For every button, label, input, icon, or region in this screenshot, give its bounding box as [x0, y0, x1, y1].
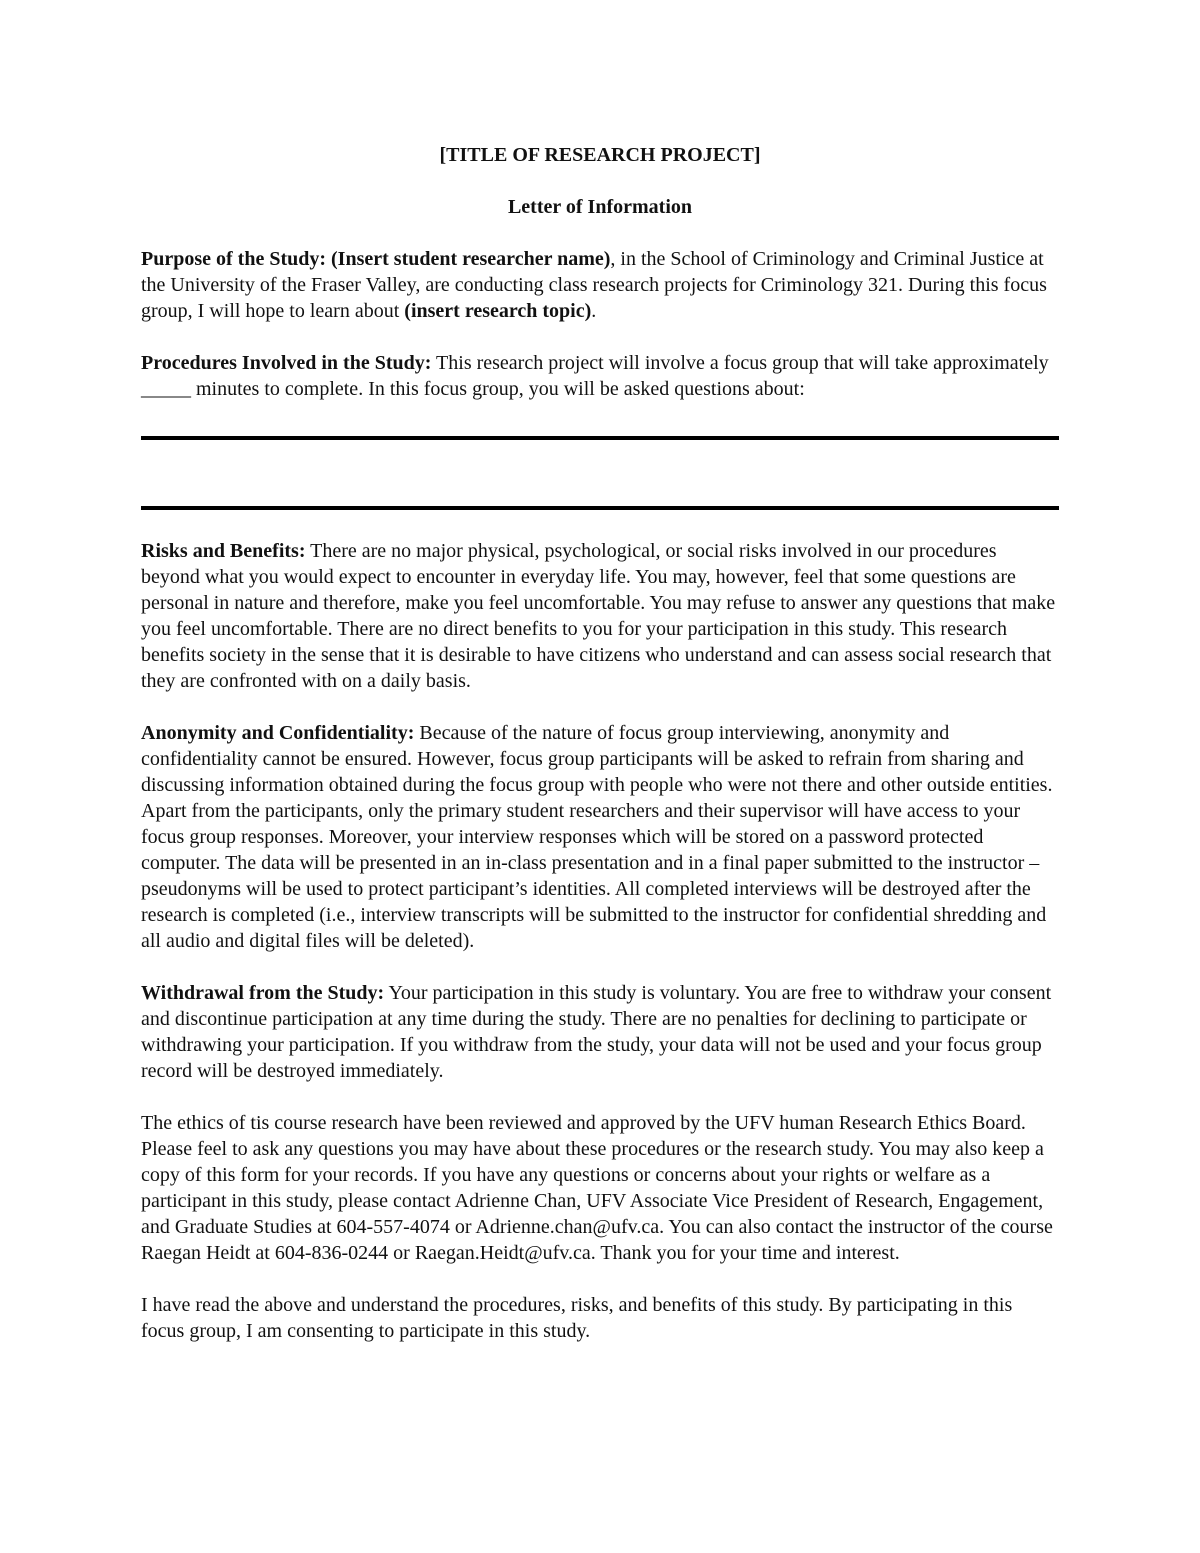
purpose-text-end: .	[591, 300, 597, 322]
anonymity-text: Because of the nature of focus group interviewing, anonymity and confidentiality cannot be ensured. However, focus group participants will be asked to refrain from sharing and discussing information obtained during the focus group with people who were not there and other outside entities. Apart from the participants, only the primary student researchers and their supervisor will have access to your focus group responses. Moreover, your interview responses which will be stored on a password protected computer. The data will be presented in an in-class presentation and in a final paper submitted to the instructor – pseudonyms will be used to protect participant’s identities. All completed interviews will be destroyed after the research is completed (i.e., interview transcripts will be submitted to the instructor for confidential shredding and all audio and digital files will be deleted).	[141, 722, 1053, 952]
procedures-paragraph	[141, 350, 1059, 402]
document-body	[141, 142, 1059, 1370]
answer-line-2	[141, 506, 1059, 510]
withdrawal-text: Your participation in this study is voluntary. You are free to withdraw your consent and discontinue participation at any time during the study. There are no penalties for declining to participate or withdrawing your participation. If you withdraw from the study, your data will not be used and your focus group record will be destroyed immediately.	[141, 982, 1052, 1082]
purpose-text: , in the School of Criminology and Criminal Justice at the University of the Fraser Valley, are conducting class research projects for Criminology 321. During this focus group, I will hope to learn about	[141, 248, 1047, 322]
consent-paragraph: I have read the above and understand the procedures, risks, and benefits of this study. By participating in this focus group, I am consenting to participate in this study.	[141, 1294, 1013, 1342]
risks-paragraph	[141, 538, 1059, 694]
document-subtitle: Letter of Information	[507, 196, 693, 218]
ethics-paragraph: The ethics of tis course research have been reviewed and approved by the UFV human Research Ethics Board. Please feel to ask any questions you may have about these procedures or the research study. You may also keep a copy of this form for your records. If you have any questions or concerns about your rights or welfare as a participant in this study, please contact Adrienne Chan, UFV Associate Vice President of Research, Engagement, and Graduate Studies at 604-557-4074 or Adrienne.chan@ufv.ca. You can also contact the instructor of the course Raegan Heidt at 604-836-0244 or Raegan.Heidt@ufv.ca. Thank you for your time and interest.	[141, 1112, 1053, 1264]
answer-line-1	[141, 436, 1059, 440]
anonymity-paragraph	[141, 720, 1059, 954]
purpose-paragraph	[141, 246, 1059, 324]
researcher-name-placeholder: (Insert student researcher name)	[331, 248, 611, 270]
document-title: [TITLE OF RESEARCH PROJECT]	[439, 144, 761, 166]
risks-heading: Risks and Benefits:	[141, 540, 306, 562]
procedures-text: This research project will involve a focus group that will take approximately _____ minutes to complete. In this focus group, you will be asked questions about:	[141, 352, 1049, 400]
withdrawal-paragraph	[141, 980, 1059, 1084]
research-topic-placeholder: (insert research topic)	[404, 300, 592, 322]
withdrawal-heading: Withdrawal from the Study:	[141, 982, 385, 1004]
procedures-heading: Procedures Involved in the Study:	[141, 352, 432, 374]
anonymity-heading: Anonymity and Confidentiality:	[141, 722, 415, 744]
risks-text: There are no major physical, psychological, or social risks involved in our procedures beyond what you would expect to encounter in everyday life. You may, however, feel that some questions are personal in nature and therefore, make you feel uncomfortable. You may refuse to answer any questions that make you feel uncomfortable. There are no direct benefits to you for your participation in this study. This research benefits society in the sense that it is desirable to have citizens who understand and can assess social research that they are confronted with on a daily basis.	[141, 540, 1056, 692]
purpose-heading: Purpose of the Study:	[141, 248, 327, 270]
